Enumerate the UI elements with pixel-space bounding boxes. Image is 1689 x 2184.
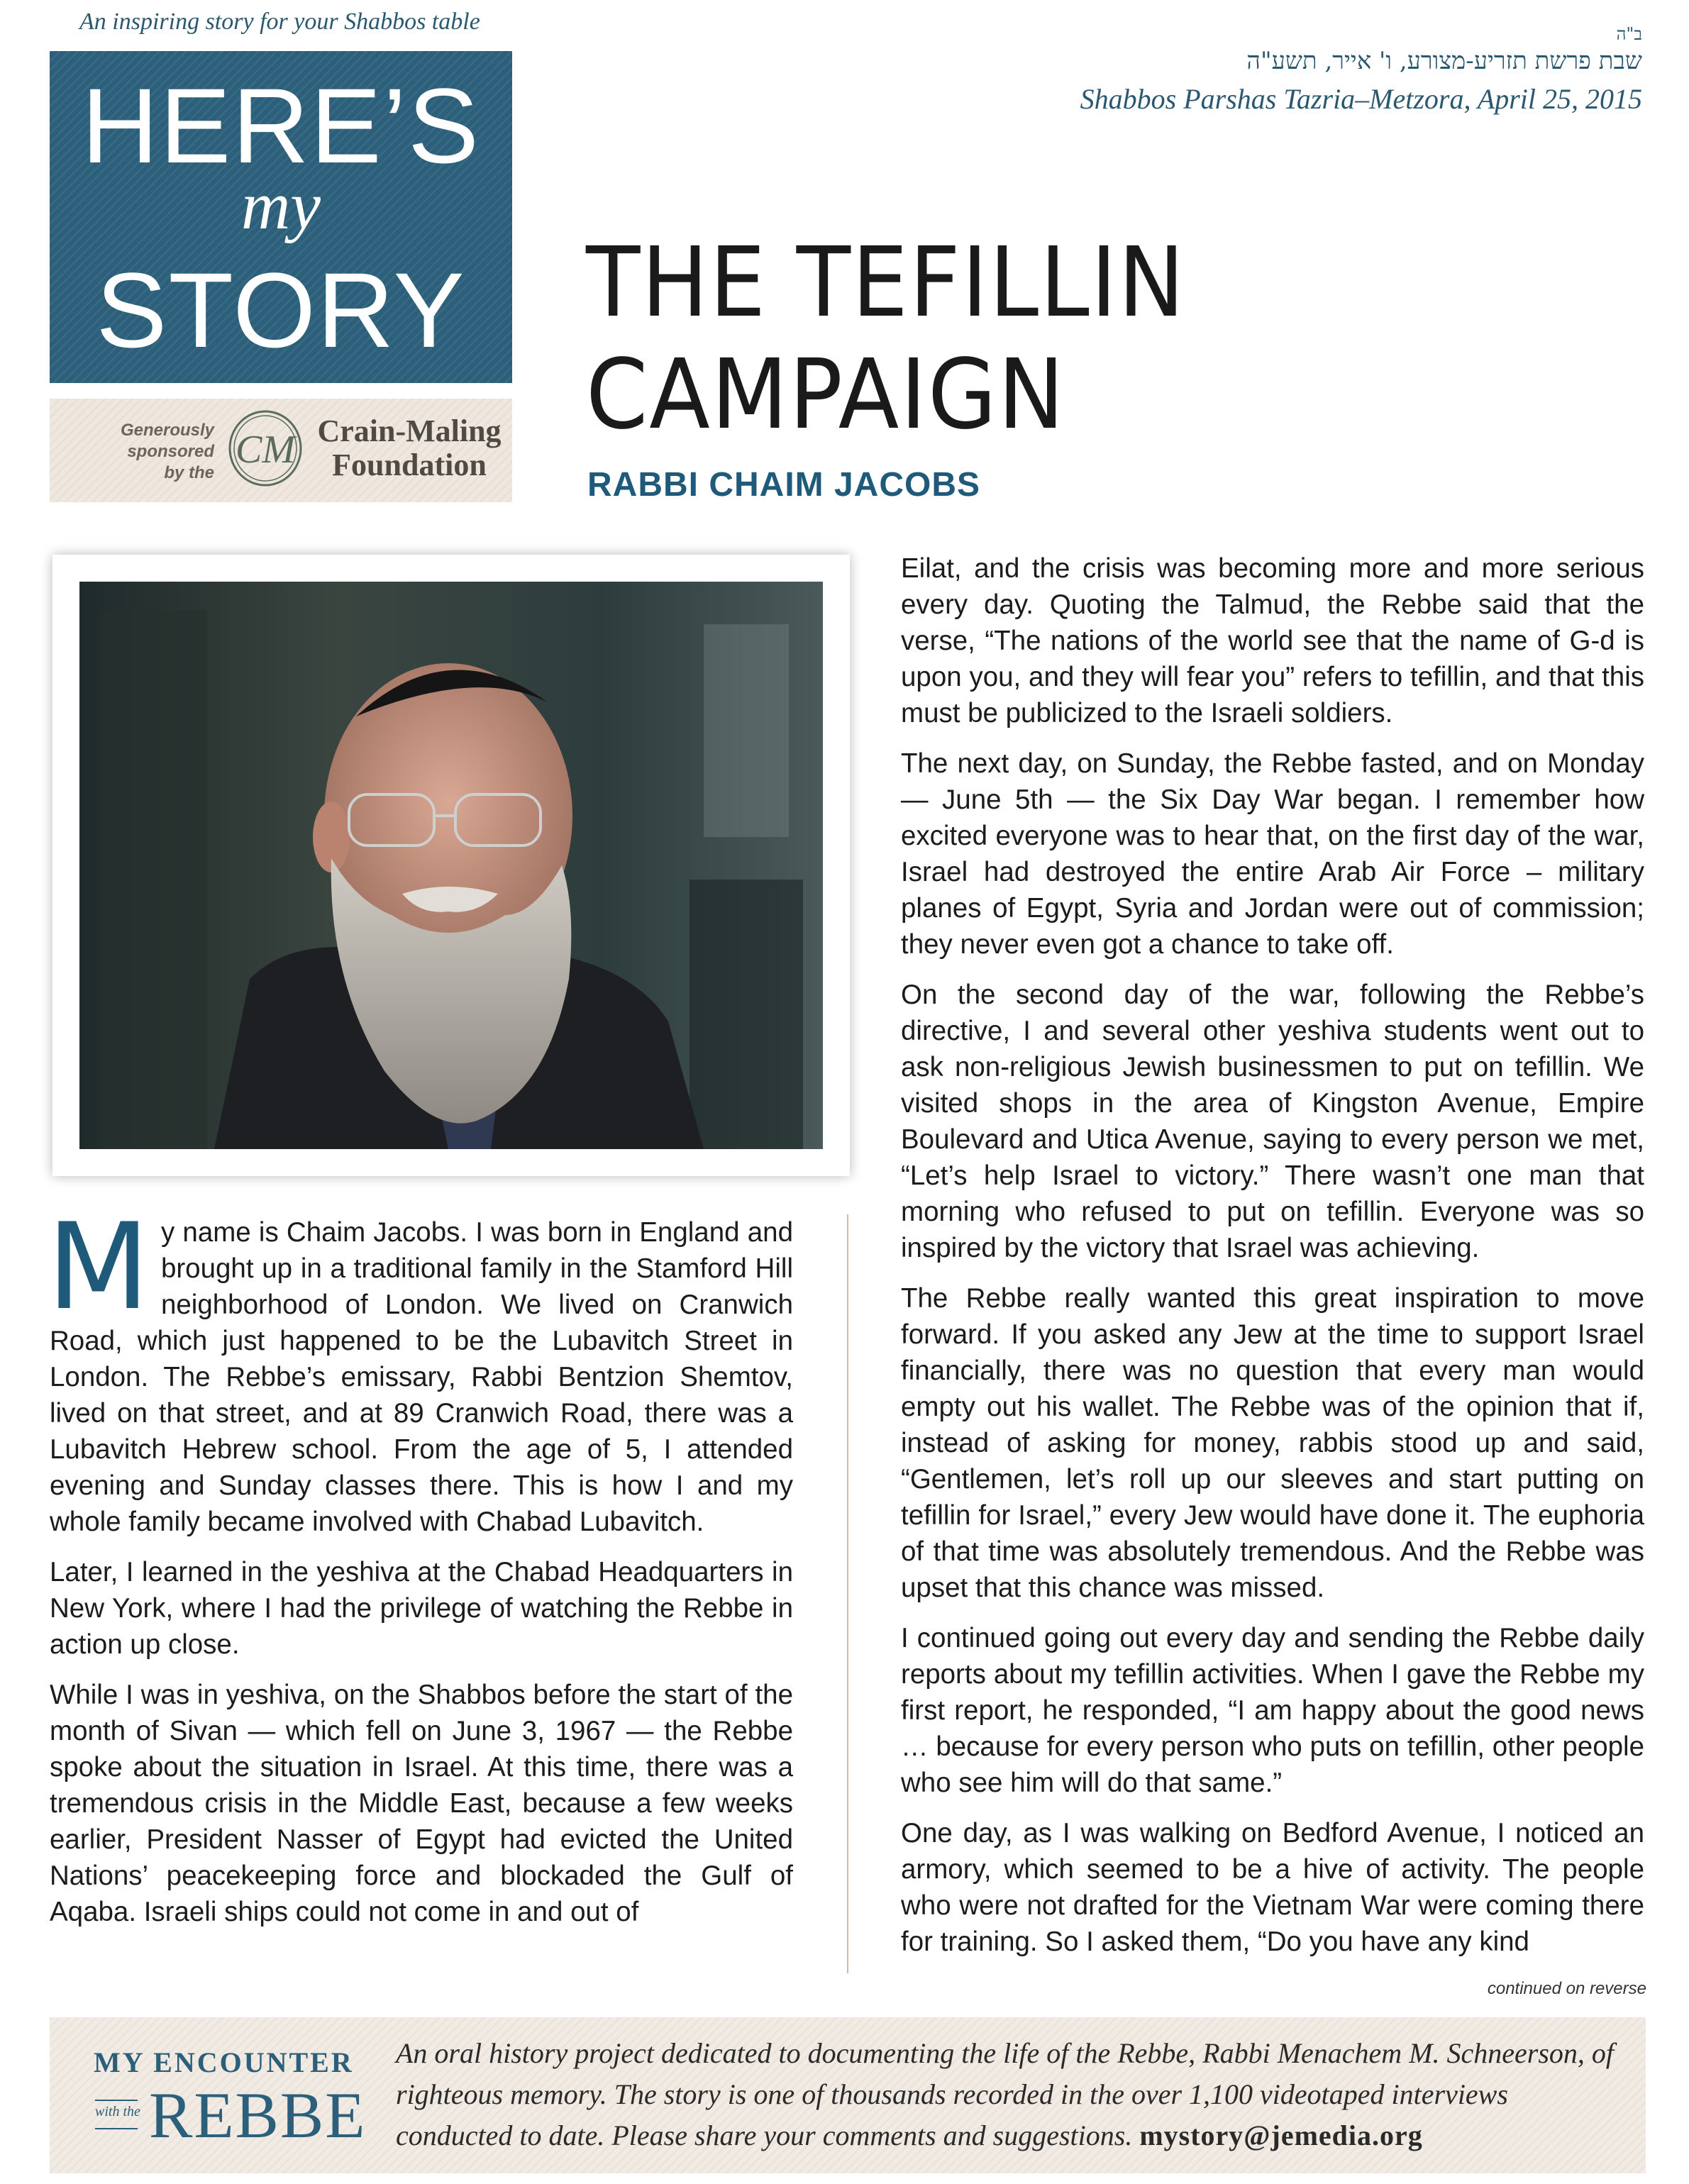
article-paragraph: On the second day of the war, following the Rebbe’s directive, I and several other yeshiva students went out to ask non-religious Jewish businessmen to put on tefillin. We visited shops in the area of Kingston Avenue, Empire Boulevard and Utica Avenue, saying to every person we met, “Let’s help Israel to victory.” There wasn’t one man that morning who refused to put on tefillin. Everyone was so inspired by the victory that Israel was achieving. [901,980,1644,1263]
sponsor-caption-line: sponsored [127,442,214,461]
paragraph-text: y name is Chaim Jacobs. I was born in England and brought up in a traditional family in the Stamford Hill neighborhood of London. We lived on Cranwich Road, which just happened to be the Lubavitch Street in London. The Rebbe’s emissary, Rabbi Bentzion Shemtov, lived on that street, and at 89 Cranwich Road, there was a Lubavitch Hebrew school. From the age of 5, I attended evening and Sunday classes there. This is how I and my whole family became involved with Chabad Lubavitch. [50,1217,793,1537]
title-line: CAMPAIGN [586,339,1066,451]
footer-description [396,2033,1630,2156]
footer-logo-my-encounter: MY ENCOUNTER [94,2046,354,2078]
hebrew-bh: ב"ה [1616,24,1642,44]
article-title [586,227,1186,451]
drop-cap: M [47,1197,150,1336]
author-photo [79,582,823,1149]
hebrew-date: שבת פרשת תזריע-מצורע, ו' אייר, תשע"ה [1246,47,1642,75]
logo-line-heres: HERE’S [81,66,481,185]
column-divider [847,1214,848,1973]
article-paragraph: While I was in yeshiva, on the Shabbos before the start of the month of Sivan — which fell on June 3, 1967 — the Rebbe spoke about the situation in Israel. At this time, there was a tremendous crisis in the Middle East, because a few weeks earlier, President Nasser of Egypt had evicted the United Nations’ peacekeeping force and blockaded the Gulf of Aqaba. Israeli ships could not come in and out of [50,1680,793,1927]
contact-email-link[interactable]: mystory@jemedia.org [1139,2119,1423,2151]
author-photo-frame [52,555,850,1176]
footer-logo-rule [95,2128,138,2129]
logo-line-my: my [241,167,321,243]
author-name: RABBI CHAIM JACOBS [587,466,981,504]
footer-text: An oral history project dedicated to documenting the life of the Rebbe, Rabbi Menachem M. Schneerson, of righteous memory. The story is one of thousands recorded in the over 1,100 videotaped interviews conducted to date. Please share your comments and suggestions. [396,2037,1614,2151]
logo-line-story: STORY [96,250,466,370]
title-line: THE TEFILLIN [586,227,1186,339]
article-paragraph: One day, as I was walking on Bedford Avenue, I noticed an armory, which seemed to be a hive of activity. The people who were not drafted for the Vietnam War were coming there for training. So I asked them, “Do you have any kind [901,1818,1644,1957]
article-paragraph: Eilat, and the crisis was becoming more and more serious every day. Quoting the Talmud, the Rebbe said that the verse, “The nations of the world see that the name of G-d is upon you, and they will fear you” refers to tefillin, and that this must be publicized to the Israeli soldiers. [901,553,1644,728]
sponsor-caption-line: by the [164,463,214,482]
article-column-left [47,1197,793,1944]
monogram-letters: CM [236,428,295,472]
article-paragraph: The Rebbe really wanted this great inspiration to move forward. If you asked any Jew at the time to support Israel financially, there was no question that every man would empty out his wallet. The Rebbe was of the opinion that if, instead of asking for money, rabbis stood up and said, “Gentlemen, let’s roll up our sleeves and start putting on tefillin for Israel,” every Jew would have done it. The euphoria of that time was absolutely tremendous. And the Rebbe was upset that this chance was missed. [901,1283,1644,1603]
heres-my-story-logo [50,51,512,383]
sponsor-banner [50,399,512,502]
article-paragraph: I continued going out every day and sending the Rebbe daily reports about my tefillin activities. When I gave the Rebbe my first report, he responded, “I am happy about the good news … because for every person who puts on tefillin, other people who see him will do that same.” [901,1623,1644,1798]
footer-logo-rebbe: REBBE [149,2079,367,2151]
article-column-right [901,550,1644,1974]
continued-on-reverse: continued on reverse [1487,1979,1646,1998]
foundation-name-line: Crain-Maling [317,414,502,448]
footer-banner [50,2017,1646,2173]
english-date: Shabbos Parshas Tazria–Metzora, April 25, 2015 [1080,83,1642,115]
foundation-name-line: Foundation [332,448,487,482]
sponsor-caption [65,420,214,484]
sponsor-caption-line: Generously [120,421,214,440]
footer-logo-rule [95,2100,138,2101]
footer-logo-with-the: with the [95,2104,140,2119]
foundation-monogram-icon [224,407,306,489]
article-paragraph: The next day, on Sunday, the Rebbe fasted, and on Monday — June 5th — the Six Day War began. I remember how excited everyone was to hear that, on the first day of the war, Israel had destroyed the entire Arab Air Force – military planes of Egypt, Syria and Jordan were out of commission; they never even got a chance to take off. [901,748,1644,960]
article-paragraph [47,1197,793,1540]
tagline: An inspiring story for your Shabbos table [79,9,480,35]
article-paragraph: Later, I learned in the yeshiva at the Chabad Headquarters in New York, where I had the privilege of watching the Rebbe in action up close. [50,1557,793,1660]
foundation-name [314,414,505,482]
